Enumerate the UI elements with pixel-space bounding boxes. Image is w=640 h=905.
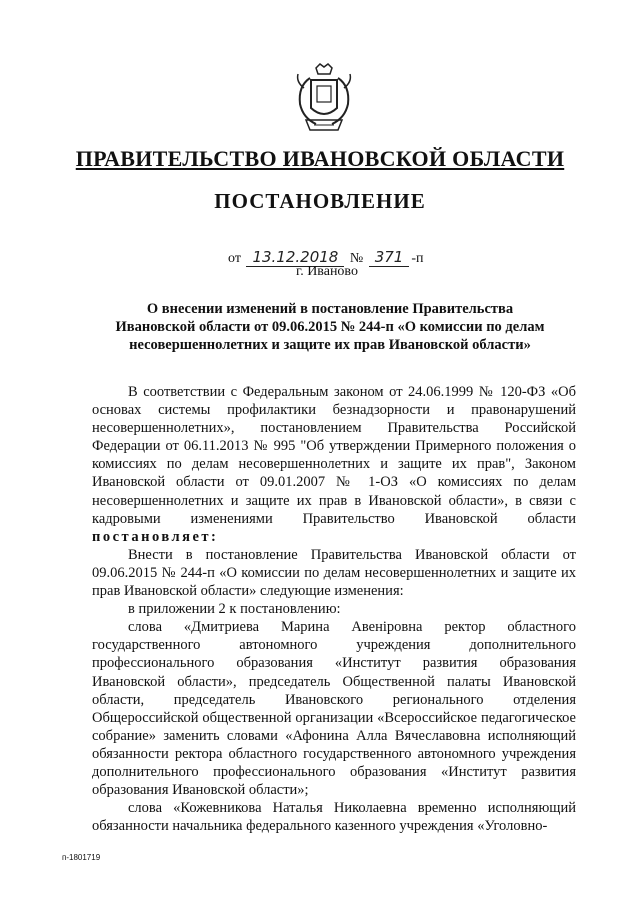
paragraph-replacement-2: слова «Кожевникова Наталья Николаевна временно исполняющий обязанности начальника федерального казенного учреждения «Уголовно- xyxy=(92,800,576,835)
city: г. Иваново xyxy=(296,264,358,279)
subject-line: О внесении изменений в постановление Правительства xyxy=(146,301,514,317)
preamble-text: В соответствии с Федеральным законом от 24.06.1999 № 120-ФЗ «Об основах системы профилактики безнадзорности и правонарушений несовершеннолетних», постановлением Правительства Российской Федерации от 06.11.2013 № 995 "Об утверждении Примерного положения о комиссиях по делам несовершеннолетних и защите их прав", Законом Ивановской области от 09.01.2007 № 1-ОЗ «О комиссиях по делам несовершеннолетних и защите их прав в Ивановской области», в связи с кадровыми изменениями Правительство Ивановской области xyxy=(92,384,576,527)
document-subject xyxy=(90,300,570,354)
document-type: ПОСТАНОВЛЕНИЕ xyxy=(214,189,426,213)
paragraph-preamble xyxy=(92,383,576,546)
document-code: п-1801719 xyxy=(62,853,101,862)
decree-word: постановляет: xyxy=(92,528,219,545)
coat-of-arms-icon xyxy=(294,62,354,134)
subject-line: Ивановской области от 09.06.2015 № 244-п «О комиссии по делам xyxy=(115,319,545,335)
number-suffix: -п xyxy=(411,251,424,266)
paragraph-main-change: Внести в постановление Правительства Ивановской области от 09.06.2015 № 244-п «О комиссии по делам несовершеннолетних и защите их прав Ивановской области» следующие изменения: xyxy=(92,546,576,600)
number-sign: № xyxy=(349,251,364,266)
document-body xyxy=(92,383,576,835)
paragraph-appendix: в приложении 2 к постановлению: xyxy=(128,601,341,618)
paragraph-replacement-1: слова «Дмитриева Марина Авеніровна ректор областного государственного автономного учреждения дополнительного профессионального образования «Институт развития образования Ивановской области», председатель Общественной палаты Ивановской области, председатель Ивановского регионального отделения Общероссийской общественной организации «Всероссийское педагогическое собрание» заменить словами «Афонина Алла Вячеславовна исполняющий обязанности ректора областного государственного автономного учреждения дополнительного профессионального образования «Институт развития образования Ивановской области»; xyxy=(92,619,576,799)
government-title: ПРАВИТЕЛЬСТВО ИВАНОВСКОЙ ОБЛАСТИ xyxy=(75,146,565,171)
date-prefix: от xyxy=(228,251,241,266)
handwritten-number: 371 xyxy=(369,248,410,267)
subject-line: несовершеннолетних и защите их прав Ивановской области» xyxy=(129,337,531,353)
handwritten-date: 13.12.2018 xyxy=(246,248,344,267)
